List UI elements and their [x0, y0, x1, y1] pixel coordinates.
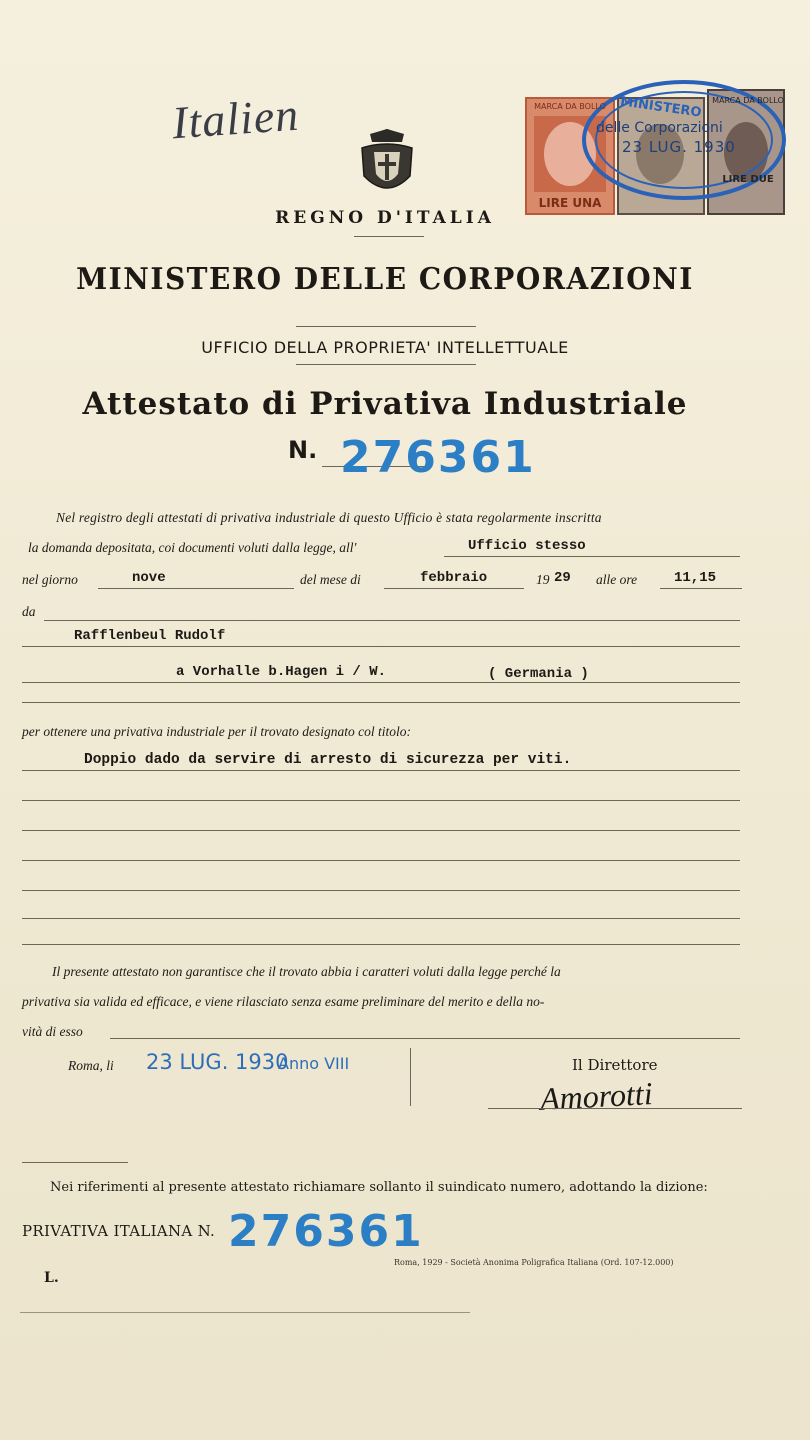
from-label: da [22, 604, 36, 619]
day-rule [98, 588, 294, 589]
privativa-label: PRIVATIVA ITALIANA N. [22, 1222, 216, 1240]
title-rule-5 [22, 890, 740, 891]
title-rule-7 [22, 944, 740, 945]
applicant-place-rule [22, 682, 740, 683]
applicant-extra-rule [22, 702, 740, 703]
applicant-place: a Vorhalle b.Hagen i / W. [176, 664, 387, 680]
revenue-stamp-label-2: MARCA DA BOLLO [712, 96, 784, 105]
body-line-2-prefix: la domanda depositata, coi documenti voluti dalla legge, all' [28, 540, 357, 555]
year-value: 29 [554, 570, 571, 586]
hour-value: 11,15 [674, 570, 717, 586]
disclaimer-line-1: Il presente attestato non garantisce che il trovato abbia i caratteri voluti dalla legge perché la [52, 964, 561, 979]
issue-date: 23 LUG. 1930 [146, 1050, 289, 1074]
applicant-country: ( Germania ) [488, 666, 589, 682]
kingdom-underline [354, 236, 424, 237]
purpose-label: per ottenere una privativa industriale per il trovato designato col titolo: [22, 724, 411, 739]
applicant-name: Rafflenbeul Rudolf [74, 628, 226, 644]
issue-era: Anno VIII [278, 1054, 350, 1073]
applicant-name-rule [22, 646, 740, 647]
day-value: nove [132, 570, 166, 586]
hour-label: alle ore [596, 572, 638, 587]
printer-note: Roma, 1929 - Società Anonima Poligrafica Italiana (Ord. 107-12.000) [394, 1258, 674, 1267]
invention-title: Doppio dado da servire di arresto di sicurezza per viti. [84, 752, 572, 768]
signature-vertical-mark [410, 1048, 411, 1106]
day-label: nel giorno [22, 572, 78, 587]
handwritten-note: Italien [170, 88, 301, 149]
disclaimer-line-3: vità di esso [22, 1024, 83, 1039]
hour-rule [660, 588, 742, 589]
footer-separator [22, 1162, 128, 1163]
director-label: Il Direttore [572, 1056, 658, 1074]
director-signature: Amorotti [539, 1075, 654, 1117]
month-value: febbraio [420, 570, 488, 586]
oval-stamp-date: 23 LUG. 1930 [622, 138, 736, 156]
footer-initial: L. [44, 1270, 59, 1286]
signature-rule [488, 1108, 742, 1109]
oval-stamp-corporations: delle Corporazioni [596, 120, 723, 136]
privativa-number: 276361 [228, 1206, 424, 1257]
office-heading: UFFICIO DELLA PROPRIETA' INTELLETTUALE [201, 338, 569, 357]
body-line-2-rule [444, 556, 740, 557]
office-underline [296, 364, 476, 365]
title-rule-2 [22, 800, 740, 801]
month-label: del mese di [300, 572, 361, 587]
from-rule [44, 620, 740, 621]
kingdom-heading: REGNO D'ITALIA [275, 208, 495, 228]
oval-stamp-ministry: MINISTERO [619, 94, 703, 121]
disclaimer-line-2: privativa sia valida ed efficace, e viene rilasciato senza esame preliminare del merito e della no- [22, 994, 545, 1009]
revenue-stamp-label-1: MARCA DA BOLLO [534, 102, 606, 111]
ministry-underline [296, 326, 476, 327]
revenue-stamp-value-1: LIRE UNA [538, 196, 602, 210]
reference-note: Nei riferimenti al presente attestato richiamare sollanto il suindicato numero, adottando la dizione: [50, 1180, 708, 1195]
body-line-1: Nel registro degli attestati di privativa industriale di questo Ufficio è stata regolarmente inscritta [56, 510, 602, 525]
ministry-heading: MINISTERO DELLE CORPORAZIONI [76, 260, 694, 297]
certificate-title: Attestato di Privativa Industriale [82, 386, 688, 422]
title-rule-6 [22, 918, 740, 919]
bottom-edge-rule [20, 1312, 470, 1313]
title-rule-3 [22, 830, 740, 831]
month-rule [384, 588, 524, 589]
disclaimer-rule [110, 1038, 740, 1039]
place-label: Roma, li [68, 1058, 114, 1073]
certificate-number: 276361 [340, 432, 536, 483]
revenue-stamp-value-2: LIRE DUE [722, 174, 774, 185]
year-prefix: 19 [536, 572, 550, 587]
title-rule-4 [22, 860, 740, 861]
office-value: Ufficio stesso [468, 538, 586, 554]
title-rule-1 [22, 770, 740, 771]
number-prefix: N. [288, 436, 318, 464]
coat-of-arms-icon [358, 128, 416, 200]
